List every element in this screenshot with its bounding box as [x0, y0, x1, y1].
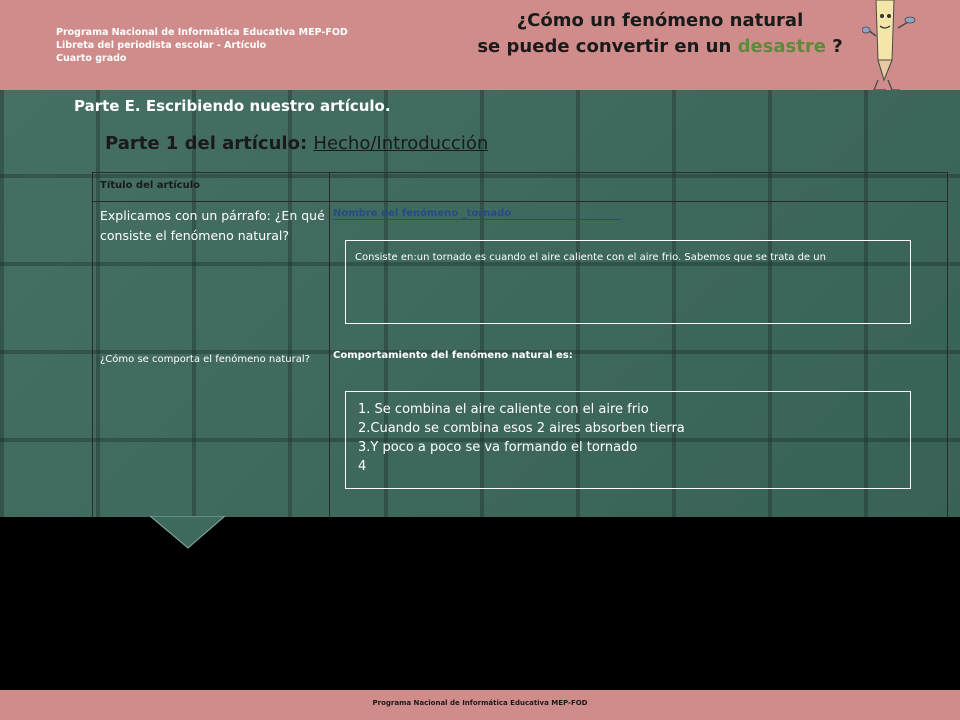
chalkboard-notch-icon — [150, 516, 225, 549]
article-title-label: Título del artículo — [100, 180, 201, 191]
subsection-link[interactable]: Hecho/Introducción — [313, 133, 489, 154]
list-item: 4 — [358, 459, 367, 474]
subsection-heading — [105, 133, 488, 154]
page-title — [450, 8, 870, 60]
consists-text: Consiste en:un tornado es cuando el aire caliente con el aire frio. Sabemos que se trata de un — [355, 252, 826, 263]
program-line-2: Libreta del periodista escolar - Artículo — [56, 40, 267, 51]
list-item: 2.Cuando se combina esos 2 aires absorben tierra — [358, 421, 685, 436]
behavior-list — [358, 400, 902, 476]
pencil-character-icon — [862, 0, 934, 92]
list-item: 3.Y poco a poco se va formando el tornado — [358, 440, 638, 455]
behavior-textbox[interactable] — [345, 391, 911, 489]
subsection-prefix: Parte 1 del artículo: — [105, 133, 314, 154]
section-heading: Parte E. Escribiendo nuestro artículo. — [74, 97, 391, 115]
program-line-3: Cuarto grado — [56, 53, 127, 64]
question-behavior: ¿Cómo se comporta el fenómeno natural? — [100, 354, 310, 365]
program-info — [56, 26, 348, 65]
program-line-1: Programa Nacional de Informática Educativa MEP-FOD — [56, 27, 348, 38]
phenomenon-name-field[interactable]: Nombre del fenómeno _tornado — [333, 208, 621, 220]
list-item: 1. Se combina el aire caliente con el aire frio — [358, 402, 649, 417]
footer-banner — [0, 690, 960, 720]
consists-textbox[interactable] — [345, 240, 911, 324]
title-line-1: ¿Cómo un fenómeno natural — [516, 10, 804, 31]
title-highlight: desastre — [737, 36, 826, 57]
header-banner — [0, 0, 960, 90]
title-line-2-post: ? — [825, 36, 843, 57]
title-line-2-pre: se puede convertir en un — [477, 36, 738, 57]
footer-text: Programa Nacional de Informática Educativa MEP-FOD — [372, 699, 588, 707]
title-line-2 — [450, 34, 870, 60]
table-divider-vertical — [329, 173, 330, 518]
article-table — [92, 172, 948, 518]
behavior-label: Comportamiento del fenómeno natural es: — [333, 350, 573, 361]
question-what-is: Explicamos con un párrafo: ¿En qué consiste el fenómeno natural? — [100, 208, 325, 243]
table-divider-horizontal — [93, 201, 947, 202]
